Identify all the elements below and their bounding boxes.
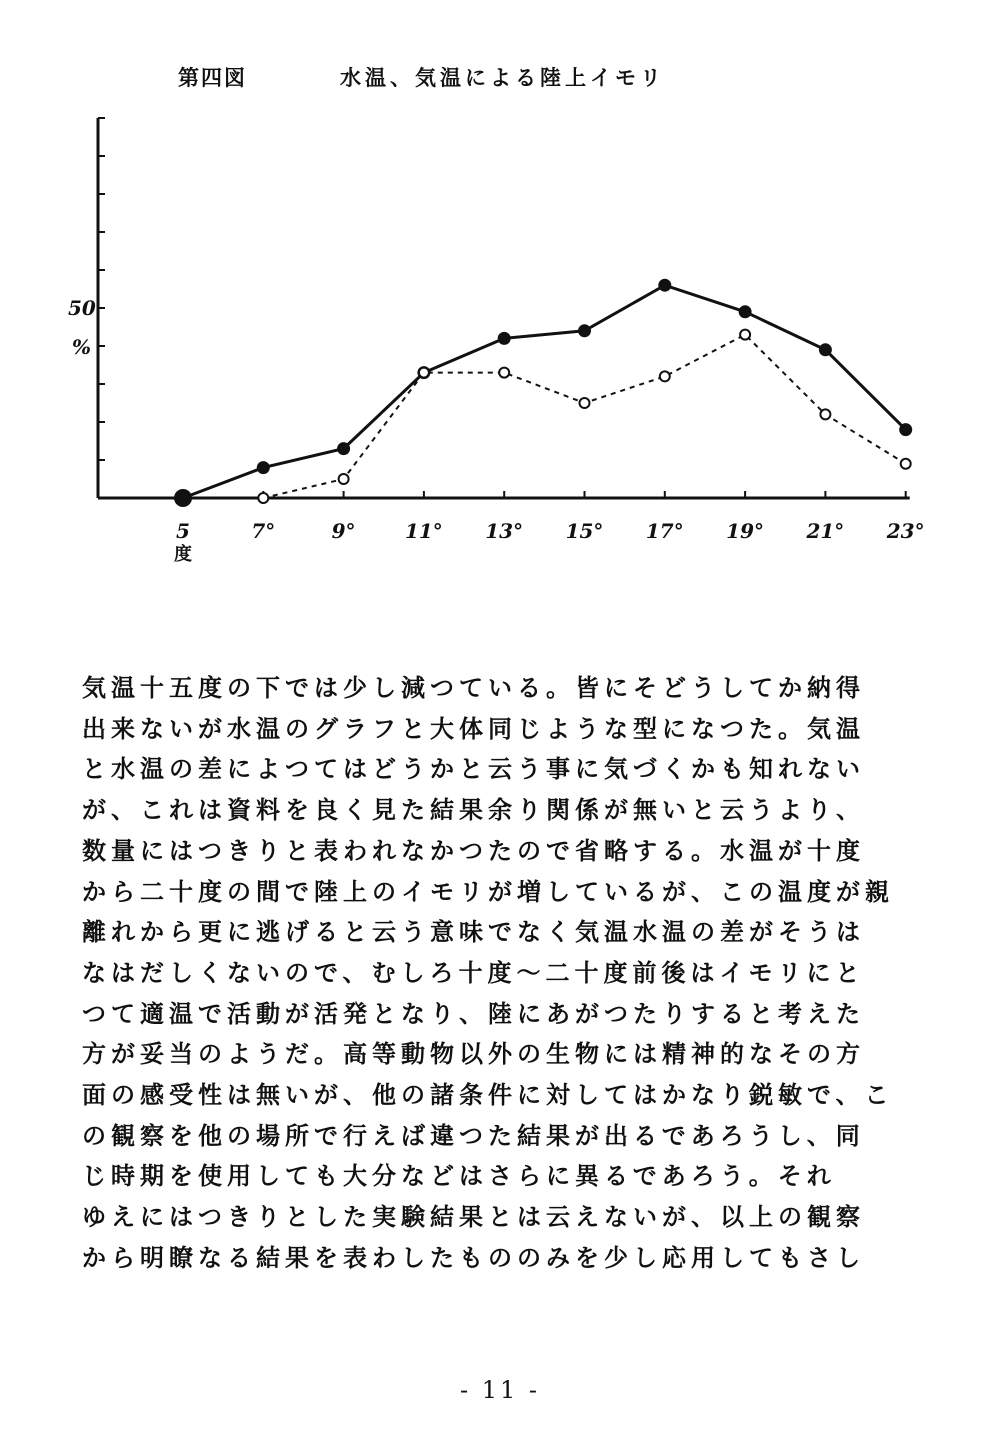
origin-point [174, 489, 192, 507]
body-line: 面の感受性は無いが、他の諸条件に対してはかなり鋭敏で、こ [82, 1081, 894, 1110]
data-point-open [499, 368, 509, 378]
body-line: 気温十五度の下では少し減つている。皆にそどうしてか納得 [82, 674, 865, 702]
data-point-open [339, 474, 349, 484]
body-line: 方が妥当のようだ。高等動物以外の生物には精神的なその方 [82, 1040, 865, 1069]
body-line: と水温の差によつてはどうかと云う事に気づくかも知れない [82, 755, 865, 784]
body-text [82, 668, 942, 1279]
y-tick-label: 50 [68, 296, 96, 320]
body-line: の観察を他の場所で行えば違つた結果が出るであろうし、同 [82, 1121, 865, 1150]
data-point-open [740, 330, 750, 340]
data-point-filled [900, 424, 911, 435]
data-point-filled [740, 306, 751, 317]
x-tick-label: 15° [565, 519, 604, 543]
x-tick-label: 5 [176, 519, 190, 543]
x-tick-sublabel: 度 [174, 544, 192, 565]
data-point-filled [338, 443, 349, 454]
x-tick-label: 7° [251, 519, 276, 543]
x-tick-label: 21° [806, 519, 845, 543]
figure-caption: 水温、気温による陸上イモリ [340, 66, 665, 90]
data-point-open [660, 371, 670, 381]
body-line: 数量にはつきりと表われなかつたので省略する。水温が十度 [82, 836, 865, 865]
body-line: から明瞭なる結果を表わしたもののみを少し応用してもさし [82, 1243, 865, 1272]
data-point-filled [258, 462, 269, 473]
series-line-solid [183, 285, 906, 498]
data-point-open [820, 409, 830, 419]
data-point-filled [820, 344, 831, 355]
body-line: なはだしくないので、むしろ十度～二十度前後はイモリにと [82, 958, 865, 987]
series-line-dashed [183, 335, 906, 498]
body-line: が、これは資料を良く見た結果余り関係が無いと云うより、 [82, 796, 865, 825]
data-point-filled [579, 325, 590, 336]
data-point-open [258, 493, 268, 503]
x-tick-label: 13° [485, 519, 524, 543]
data-point-open [580, 398, 590, 408]
x-tick-label: 23° [886, 519, 925, 543]
x-tick-label: 17° [645, 519, 684, 543]
body-line: つて適温で活動が活発となり、陸にあがつたりすると考えた [82, 999, 865, 1028]
data-point-open [901, 459, 911, 469]
body-line: 出来ないが水温のグラフと大体同じような型になつた。気温 [82, 714, 865, 743]
x-tick-label: 9° [331, 519, 356, 543]
body-line: 離れから更に逃げると云う意味でなく気温水温の差がそうは [82, 918, 865, 947]
x-tick-label: 11° [404, 519, 443, 543]
data-point-open [419, 368, 429, 378]
body-line: から二十度の間で陸上のイモリが増しているが、この温度が親 [82, 877, 894, 906]
y-axis-label: % [72, 335, 92, 359]
figure-number: 第四図 [178, 66, 247, 90]
page-number: - 11 - [459, 1376, 540, 1404]
data-point-filled [659, 280, 670, 291]
line-chart [40, 100, 940, 570]
data-point-filled [499, 333, 510, 344]
body-line: ゆえにはつきりとした実験結果とは云えないが、以上の観察 [82, 1203, 865, 1232]
x-tick-label: 19° [726, 519, 765, 543]
body-line: じ時期を使用しても大分などはさらに異るであろう。それ [82, 1162, 836, 1191]
